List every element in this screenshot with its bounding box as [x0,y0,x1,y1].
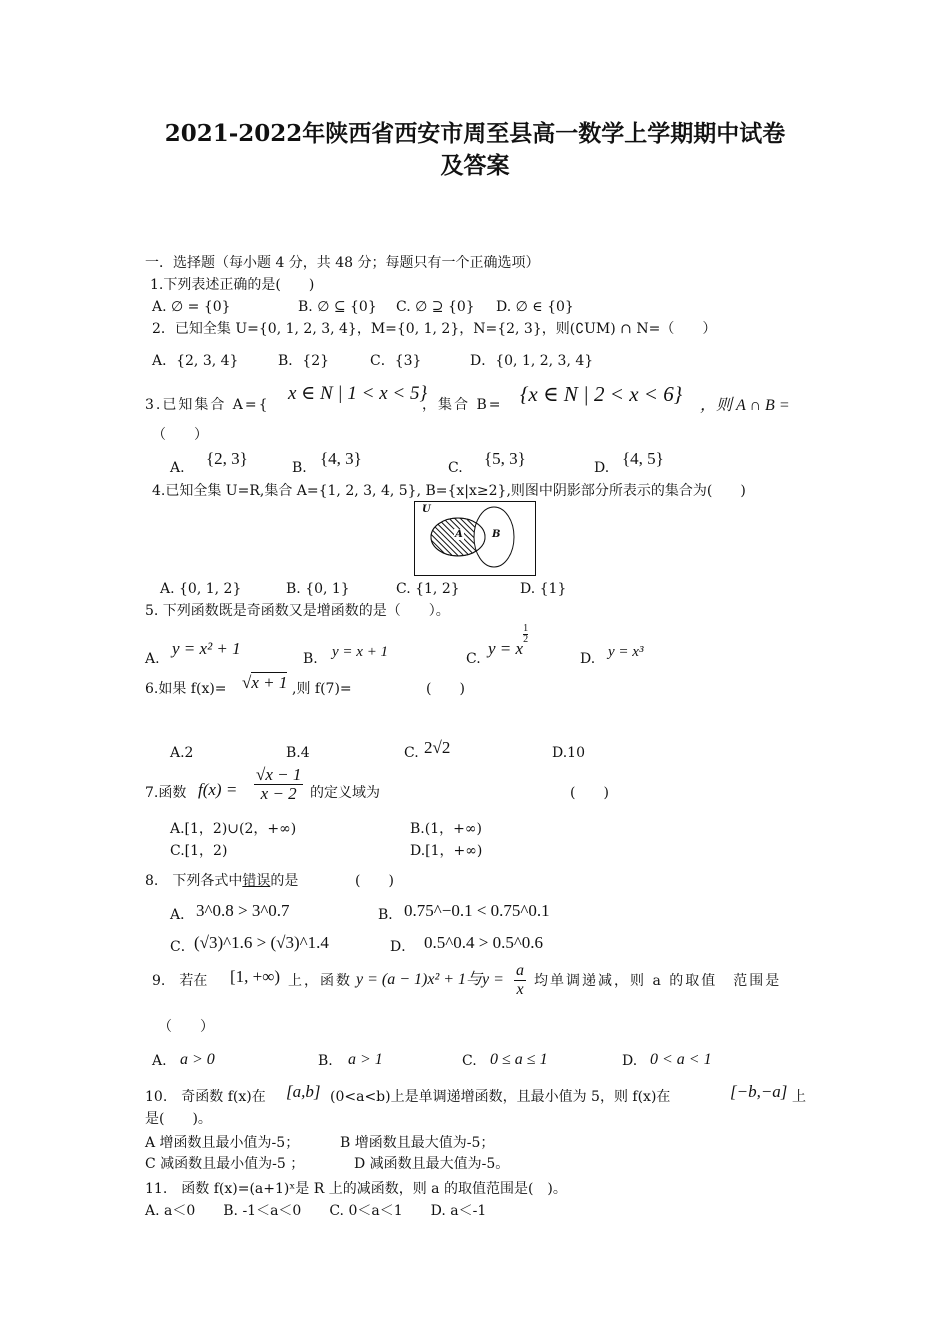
q8-option-d: 0.5^0.4 > 0.5^0.6 [424,933,544,952]
venn-label-u: U [422,504,431,515]
q9-paren: （ ） [158,1019,214,1035]
q4-option-b: B. {0, 1} [286,581,350,597]
q7-stem-post: 的定义域为 [310,785,380,801]
q5-exp-den: 2 [523,634,529,645]
q7-fraction [254,766,303,803]
q9-label-c: C. [462,1053,477,1069]
q7-paren: ( ) [570,785,609,801]
venn-label-a: A [455,529,463,540]
venn-diagram-svg [414,501,536,576]
q3-label-d: D. [594,460,610,476]
q7-option-d: D.[1，+∞) [410,843,483,859]
q10-option-b: B 增函数且最大值为-5； [340,1135,495,1151]
q9-function-text: y = (a − 1)x² + 1与y = [356,971,504,988]
q8-stem-post: 的是 [270,873,299,889]
q5-exp-num: 1 [523,623,529,634]
q9-function [356,970,504,989]
q9-option-b [348,1050,383,1069]
q9-option-a [180,1050,215,1069]
q3-stem-pre: 3.已知集合 A={ [145,397,270,413]
q5-option-c [488,623,529,658]
q10-stem-mid: (0<a<b)上是单调递增函数，且最小值为 5，则 f(x)在 [330,1089,671,1105]
q9-stem-mid: 上，函数 [288,973,352,989]
q9-option-c [490,1050,548,1069]
q3-intersection: ，则 A ∩ B = [700,397,790,414]
q2-option-c: C．{3} [370,353,422,369]
q3-label-a: A. [170,460,185,476]
q4-option-d: D. {1} [520,581,567,597]
q5-label-a: A. [145,651,160,667]
q5-label-c: C. [466,651,481,667]
q7-frac [254,766,303,803]
q5-option-b-text: y = x + 1 [332,644,389,660]
q5-stem: 5. 下列函数既是奇函数又是增函数的是（ ）。 [145,603,450,619]
venn-label-b: B [492,529,501,540]
q5-option-a-text: y = x² + 1 [172,639,241,658]
q7-denominator: x − 2 [260,784,297,803]
q8-label-a: A． [170,907,195,923]
q2-option-b: B．{2} [278,353,330,369]
q1-option-a: A. ∅ = {0} [152,299,231,315]
q9-numerator: a [516,962,524,979]
q1-option-b: B. ∅ ⊆ {0} [298,299,377,315]
q1-stem: 1.下列表述正确的是( ) [150,277,315,293]
q7-option-c: C.[1，2) [170,843,228,859]
q11-options: A. a＜0 B. -1＜a＜0 C. 0＜a＜1 D. a＜-1 [145,1203,487,1219]
q3-set-a-text: x ∈ N | 1 < x < 5} [288,383,428,404]
q6-sqrt-sign: √ [242,673,252,692]
section-heading: 一．选择题（每小题 4 分，共 48 分；每题只有一个正确选项） [145,255,540,271]
q10-interval-nb-text: [−b,−a] [730,1082,788,1101]
q5-option-d [608,642,643,661]
doc-title-line1: 2021-2022年陕西省西安市周至县高一数学上学期期中试卷 [164,120,786,147]
q10-option-a: A 增函数且最小值为-5； [145,1135,300,1151]
q7-option-a: A.[1，2)∪(2，+∞) [170,821,297,837]
q9-denominator: x [516,981,524,998]
q7-fx-text: f(x) = [198,780,238,799]
q8-option-a: 3^0.8 > 3^0.7 [196,901,290,920]
q10-option-d: D 减函数且最大值为-5。 [354,1156,510,1172]
q3-stem-mid: ，集合 B= [422,397,503,413]
q7-stem-pre: 7.函数 [145,785,187,801]
q10-stem-pre: 10. 奇函数 f(x)在 [145,1089,266,1105]
q8-label-c: C． [170,939,195,955]
q3-option-b: {4, 3} [320,449,362,468]
q9-label-a: A. [152,1053,167,1069]
q1-option-d: D. ∅ ∈ {0} [496,299,574,315]
q9-stem-pre: 9. 若在 [152,973,208,989]
q8-option-b: 0.75^−0.1 < 0.75^0.1 [404,901,550,920]
q5-option-a [172,640,241,658]
q3-paren: （ ） [152,427,208,443]
q6-stem-pre: 6.如果 f(x)= [145,681,227,697]
q3-option-d: {4, 5} [622,449,664,468]
q8-label-b: B． [378,907,403,923]
venn-diagram [414,501,536,576]
q5-option-c-exponent [523,624,528,645]
q3-option-c: {5, 3} [484,449,526,468]
q9-stem-post: 均单调递减，则 a 的取值 范围是 [534,973,782,989]
q8-paren: ( ) [355,873,394,889]
q8-stem [145,872,298,890]
q9-option-c-text: 0 ≤ a ≤ 1 [490,1051,548,1068]
q6-stem-post: ,则 f(7)= [292,681,352,697]
q1-option-c: C. ∅ ⊇ {0} [396,299,475,315]
q6-radicand: x + 1 [251,673,288,692]
q3-stem-post [700,396,790,415]
q10-option-c: C 减函数且最小值为-5 ； [145,1156,305,1172]
q9-option-d-text: 0 < a < 1 [650,1051,712,1068]
q10-stem-post: 上 [792,1089,806,1105]
q11-stem: 11. 函数 f(x)=(a+1)ˣ是 R 上的减函数，则 a 的取值范围是( )。 [145,1181,567,1197]
q9-label-b: B. [318,1053,333,1069]
q6-paren: ( ) [426,681,465,697]
q2-stem: 2．已知全集 U={0, 1, 2, 3, 4}，M={0, 1, 2}，N={2, 3}，则(∁UM) ∩ N=（ ） [152,321,717,337]
q10-stem-line2: 是( )。 [145,1111,212,1127]
q10-interval-ab [286,1083,320,1101]
q9-label-d: D. [622,1053,638,1069]
q6-option-a: A.2 [170,745,194,761]
q8-stem-underlined: 错误 [242,873,271,889]
q9-option-d [650,1050,712,1069]
q4-option-a: A. {0, 1, 2} [160,581,242,597]
q8-label-d: D． [390,939,416,955]
q6-option-d: D.10 [552,745,585,761]
q6-root [242,674,287,692]
q5-option-b [332,642,388,661]
q2-option-a: A．{2, 3, 4} [152,353,239,369]
q6-option-c: 2√2 [424,738,451,757]
q3-option-a: {2, 3} [206,449,248,468]
q4-stem: 4.已知全集 U=R,集合 A={1, 2, 3, 4, 5}, B={x|x≥2},则图中阴影部分所表示的集合为( ) [152,483,746,499]
q5-option-d-text: y = x³ [608,644,644,660]
q5-label-d: D. [580,651,596,667]
q4-option-c: C. {1, 2} [396,581,460,597]
q5-label-b: B. [303,651,318,667]
q8-stem-pre: 8. 下列各式中 [145,873,243,889]
q9-option-b-text: a > 1 [348,1051,383,1068]
q3-label-b: B. [292,460,307,476]
q9-interval: [1, +∞) [230,967,281,986]
q8-option-c: (√3)^1.6 > (√3)^1.4 [194,933,329,952]
q10-interval-ab-text: [a,b] [286,1082,321,1101]
doc-title-line2: 及答案 [440,152,510,179]
q7-numerator: √x − 1 [256,765,302,784]
q2-option-d: D．{0, 1, 2, 3, 4} [470,353,594,369]
q7-fx [198,781,237,799]
q10-interval-nb [730,1083,787,1101]
q3-set-a [288,385,427,403]
q9-option-a-text: a > 0 [180,1051,215,1068]
q9-fraction [514,962,526,999]
q5-option-c-base: y = x [488,639,524,658]
q3-set-b [520,382,683,406]
q3-label-c: C. [448,460,463,476]
q6-option-b: B.4 [286,745,310,761]
q7-option-b: B.(1，+∞) [410,821,482,837]
q9-frac [514,962,526,999]
q3-set-b-text: {x ∈ N | 2 < x < 6} [520,382,683,406]
q6-label-c: C. [404,745,419,761]
